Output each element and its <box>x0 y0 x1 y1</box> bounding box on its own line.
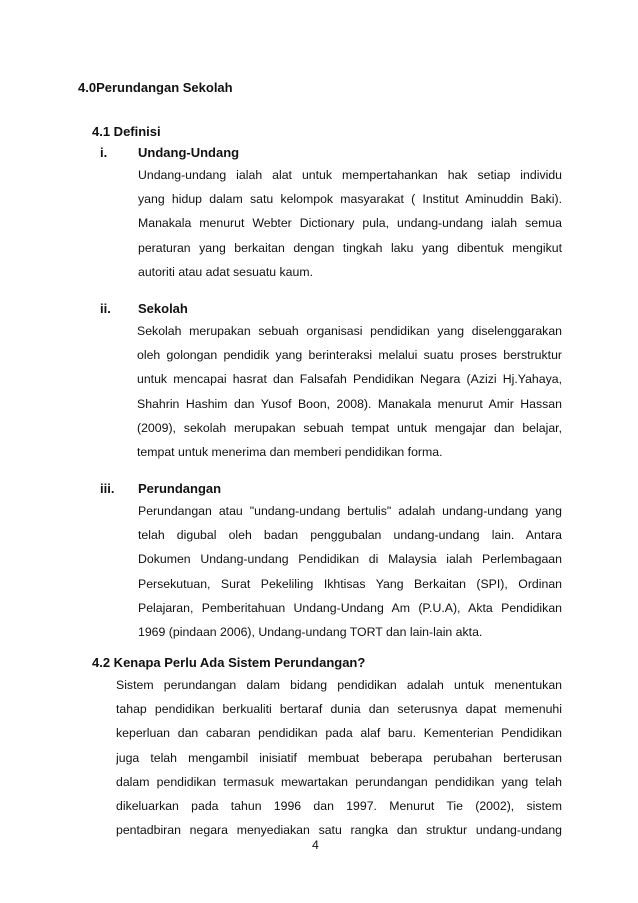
item-title: Perundangan <box>138 481 222 496</box>
paragraph-line: telah digubal oleh badan penggubalan undang-undang lain. Antara <box>138 528 562 543</box>
paragraph-line: Shahrin Hashim dan Yusof Boon, 2008). Manakala menurut Amir Hassan <box>137 396 562 411</box>
paragraph-line: Sistem perundangan dalam bidang pendidikan adalah untuk menentukan <box>116 678 562 692</box>
paragraph-line: Sekolah merupakan sebuah organisasi pendidikan yang diselenggarakan <box>137 324 562 338</box>
paragraph-line: juga telah mengambil inisiatif membuat beberapa perubahan berterusan <box>116 750 562 765</box>
item-paragraph <box>138 499 562 644</box>
paragraph-line: keperluan dan cabaran pendidikan pada alaf baru. Kementerian Pendidikan <box>116 726 562 741</box>
item-title: Undang-Undang <box>138 145 240 160</box>
section-paragraph <box>116 673 562 842</box>
paragraph-line: yang hidup dalam satu kelompok masyarakat ( Institut Aminuddin Baki). <box>138 192 562 207</box>
item-paragraph <box>137 319 562 464</box>
paragraph-line: (2009), sekolah merupakan sebuah tempat untuk mengajar dan belajar, <box>137 420 562 435</box>
item-title: Sekolah <box>138 301 188 316</box>
item-numeral: iii. <box>100 481 115 496</box>
paragraph-line: pentadbiran negara menyediakan satu rangka dan struktur undang-undang <box>116 823 562 838</box>
paragraph-line: Manakala menurut Webter Dictionary pula, undang-undang ialah semua <box>138 216 562 231</box>
paragraph-line: Dokumen Undang-undang Pendidikan di Malaysia ialah Perlembagaan <box>138 552 562 567</box>
paragraph-line: tahap pendidikan berkualiti bertaraf dunia dan seterusnya dapat memenuhi <box>116 702 562 717</box>
paragraph-line: autoriti atau adat sesuatu kaum. <box>138 264 313 279</box>
item-numeral: i. <box>100 145 108 160</box>
paragraph-line: dalam pendidikan termasuk mewartakan perundangan pendidikan yang telah <box>116 774 562 789</box>
paragraph-line: 1969 (pindaan 2006), Undang-undang TORT dan lain-lain akta. <box>138 624 483 639</box>
item-paragraph <box>138 163 562 284</box>
paragraph-line: peraturan yang berkaitan dengan tingkah laku yang dibentuk mengikut <box>138 240 562 255</box>
paragraph-line: oleh golongan pendidik yang berinteraksi melalui suatu proses berstruktur <box>137 348 562 363</box>
paragraph-line: Pelajaran, Pemberitahuan Undang-Undang Am (P.U.A), Akta Pendidikan <box>138 600 562 615</box>
page-number: 4 <box>312 838 319 852</box>
paragraph-line: Undang-undang ialah alat untuk mempertahankan hak setiap individu <box>138 168 562 182</box>
paragraph-line: Perundangan atau "undang-undang bertulis" adalah undang-undang yang <box>138 504 562 518</box>
paragraph-line: untuk mencapai hasrat dan Falsafah Pendidikan Negara (Azizi Hj.Yahaya, <box>137 372 562 387</box>
subsection-title: 4.2 Kenapa Perlu Ada Sistem Perundangan? <box>92 655 366 670</box>
paragraph-line: Persekutuan, Surat Pekeliling Ikhtisas Yang Berkaitan (SPI), Ordinan <box>138 576 562 591</box>
subsection-title: 4.1 Definisi <box>92 124 161 139</box>
item-numeral: ii. <box>100 301 111 316</box>
paragraph-line: tempat untuk menerima dan memberi pendidikan forma. <box>137 444 443 459</box>
paragraph-line: dikeluarkan pada tahun 1996 dan 1997. Menurut Tie (2002), sistem <box>116 798 562 813</box>
section-heading: 4.0Perundangan Sekolah <box>78 80 233 95</box>
